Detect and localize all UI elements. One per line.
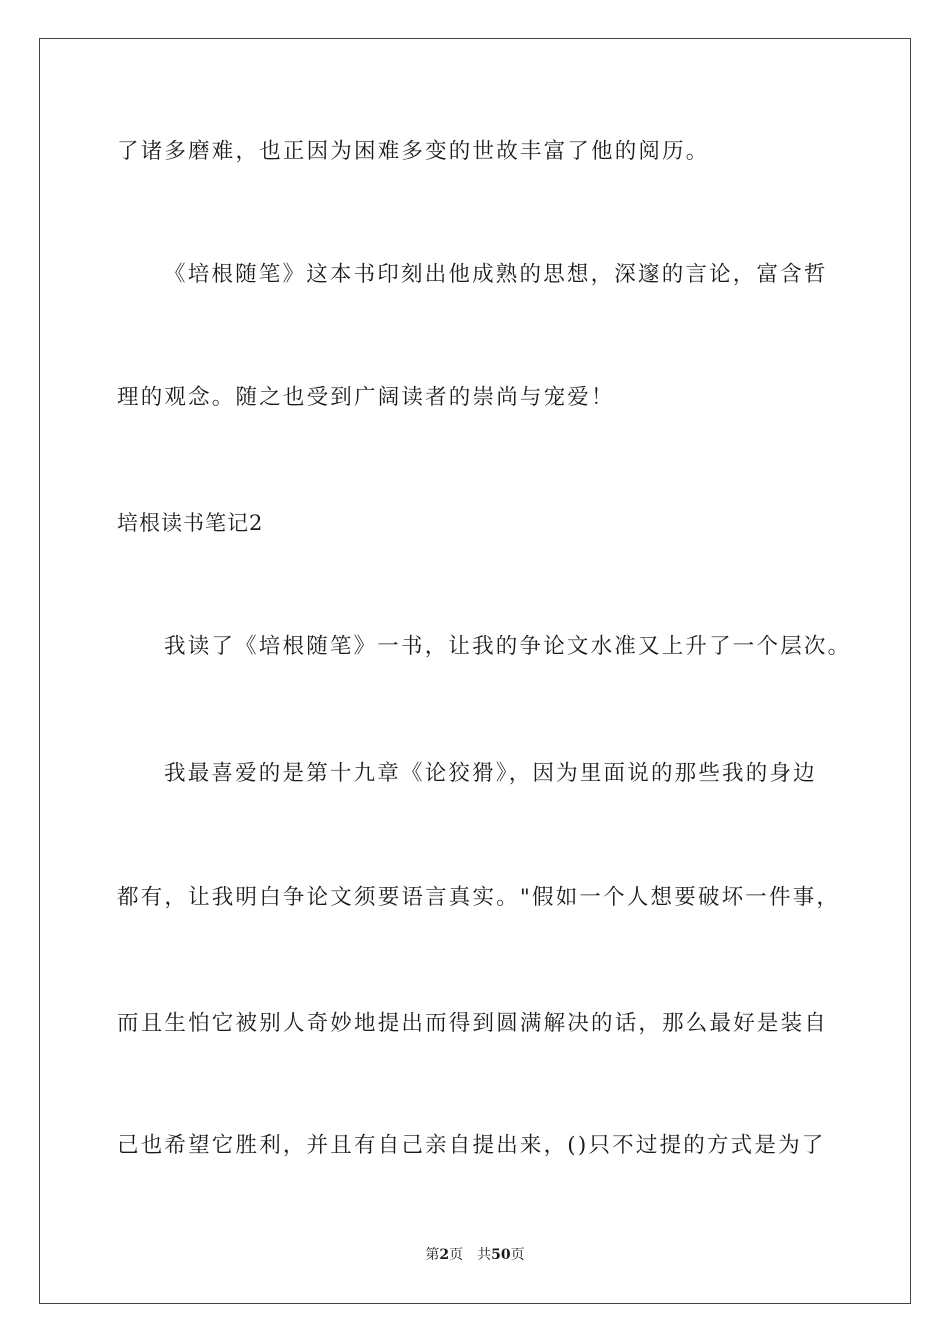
page-frame — [39, 38, 911, 1304]
body-line-6: 我最喜爱的是第十九章《论狡猾》，因为里面说的那些我的身边 — [164, 761, 817, 786]
total-pages: 50 — [491, 1247, 511, 1263]
total-prefix: 共 — [477, 1247, 492, 1263]
total-suffix: 页 — [510, 1247, 525, 1263]
body-line-2: 《培根随笔》这本书印刻出他成熟的思想，深邃的言论，富含哲 — [164, 262, 828, 287]
page-number: 2 — [439, 1247, 450, 1263]
body-line-9: 己也希望它胜利，并且有自己亲自提出来，()只不过提的方式是为了 — [117, 1133, 826, 1158]
page-footer — [0, 1245, 950, 1265]
page-suffix: 页 — [449, 1247, 464, 1263]
section-heading: 培根读书笔记2 — [117, 511, 264, 535]
page-prefix: 第 — [425, 1247, 440, 1263]
body-line-3: 理的观念。随之也受到广阔读者的崇尚与宠爱！ — [117, 385, 615, 410]
body-line-7: 都有，让我明白争论文须要语言真实。"假如一个人想要破坏一件事， — [117, 885, 841, 910]
body-line-1: 了诸多磨难，也正因为困难多变的世故丰富了他的阅历。 — [117, 139, 710, 164]
body-line-5: 我读了《培根随笔》一书，让我的争论文水准又上升了一个层次。 — [164, 634, 852, 659]
body-line-8: 而且生怕它被别人奇妙地提出而得到圆满解决的话，那么最好是装自 — [117, 1011, 829, 1036]
